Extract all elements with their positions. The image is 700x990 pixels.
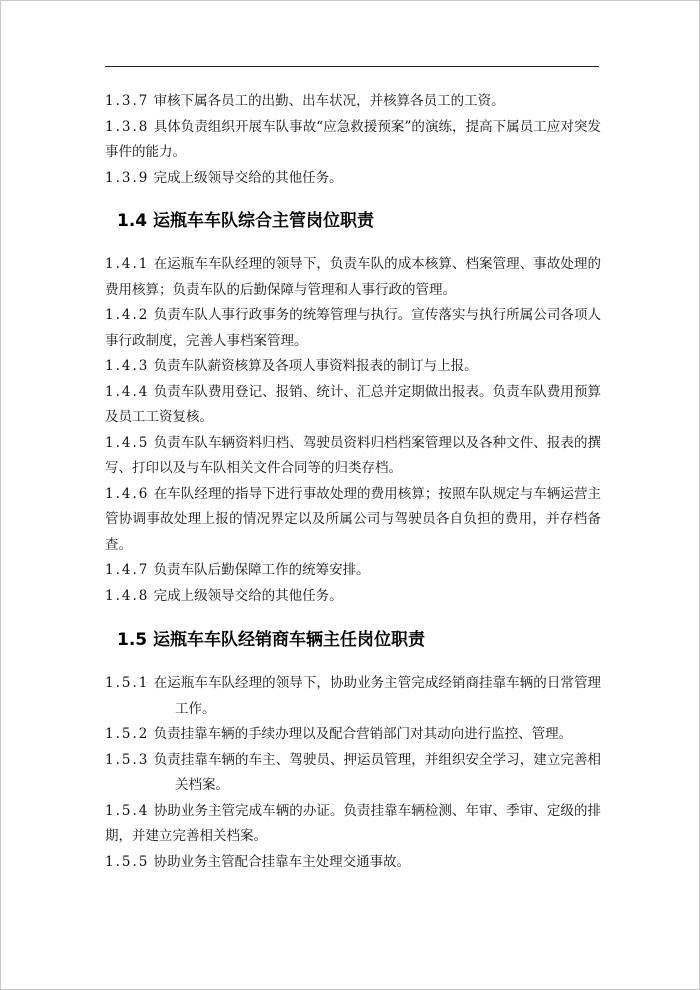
- item-text: 审核下属各员工的出勤、出车状况，并核算各员工的工资。: [153, 93, 505, 109]
- list-item: [105, 89, 601, 115]
- list-item: [105, 748, 601, 799]
- document-body: [105, 89, 601, 875]
- list-item: [105, 380, 601, 431]
- item-text: 负责车队薪资核算及各项人事资料报表的制订与上报。: [153, 358, 478, 374]
- item-text: 负责车队后勤保障工作的统筹安排。: [153, 562, 370, 578]
- item-number: 1.4.6: [105, 485, 150, 502]
- item-number: 1.4.2: [105, 307, 150, 323]
- item-text: 协助业务主管完成车辆的办证。负责挂靠车辆检测、年审、季审、定级的排期，并建立完善相关档案。: [105, 802, 602, 844]
- list-item: [105, 558, 601, 584]
- item-number: 1.3.9: [105, 169, 150, 186]
- item-number: 1.5.3: [105, 751, 150, 768]
- list-item: [105, 584, 601, 610]
- list-item: [105, 252, 601, 303]
- section-heading-1-5: 1.5 运瓶车车队经销商车辆主任岗位职责: [117, 630, 426, 650]
- list-item: [105, 166, 601, 192]
- item-text: 负责挂靠车辆的车主、驾驶员、押运员管理，并组织安全学习，建立完善相关档案。: [153, 751, 602, 793]
- item-text: 负责车队人事行政事务的统筹管理与执行。宣传落实与执行所属公司各项人事行政制度，完善人事档案管理。: [105, 307, 602, 349]
- item-number: 1.4.7: [105, 562, 150, 578]
- item-text: 负责车队车辆资料归档、驾驶员资料归档档案管理以及各种文件、报表的撰写、打印以及与车队相关文件合同等的归类存档。: [105, 434, 602, 476]
- item-number: 1.5.5: [105, 853, 150, 870]
- item-text: 在运瓶车车队经理的领导下，协助业务主管完成经销商挂靠车辆的日常管理工作。: [153, 675, 602, 717]
- list-item: [105, 115, 601, 166]
- item-text: 负责挂靠车辆的手续办理以及配合营销部门对其动向进行监控、管理。: [153, 726, 573, 742]
- list-item: [105, 354, 601, 380]
- item-text: 完成上级领导交给的其他任务。: [153, 587, 343, 604]
- list-item: [105, 799, 601, 850]
- item-number: 1.4.8: [105, 587, 150, 604]
- list-item: [105, 303, 601, 354]
- item-number: 1.3.7: [105, 93, 150, 109]
- item-text: 在运瓶车车队经理的领导下，负责车队的成本核算、档案管理、事故处理的费用核算；负责车队的后勤保障与管理和人事行政的管理。: [105, 256, 602, 298]
- item-number: 1.5.1: [105, 675, 150, 691]
- item-number: 1.5.4: [105, 802, 150, 819]
- header-rule: [105, 66, 599, 67]
- item-number: 1.3.8: [105, 118, 150, 135]
- item-number: 1.5.2: [105, 726, 150, 742]
- item-text: 完成上级领导交给的其他任务。: [153, 169, 343, 186]
- item-text: 协助业务主管配合挂靠车主处理交通事故。: [153, 853, 411, 870]
- list-item: [105, 431, 601, 482]
- list-item: [105, 850, 601, 876]
- item-text: 在车队经理的指导下进行事故处理的费用核算；按照车队规定与车辆运营主管协调事故处理上报的情况界定以及所属公司与驾驶员各自负担的费用，并存档备查。: [105, 485, 602, 553]
- item-number: 1.4.3: [105, 358, 150, 374]
- list-item: [105, 671, 601, 722]
- item-number: 1.4.5: [105, 434, 150, 451]
- list-item: [105, 722, 601, 748]
- list-item: [105, 482, 601, 559]
- item-text: 具体负责组织开展车队事故“应急救援预案”的演练，提高下属员工应对突发事件的能力。: [105, 118, 601, 160]
- item-number: 1.4.4: [105, 383, 150, 400]
- item-number: 1.4.1: [105, 256, 150, 272]
- item-text: 负责车队费用登记、报销、统计、汇总并定期做出报表。负责车队费用预算及员工工资复核。: [105, 383, 602, 425]
- section-heading-1-4: 1.4 运瓶车车队综合主管岗位职责: [117, 211, 375, 231]
